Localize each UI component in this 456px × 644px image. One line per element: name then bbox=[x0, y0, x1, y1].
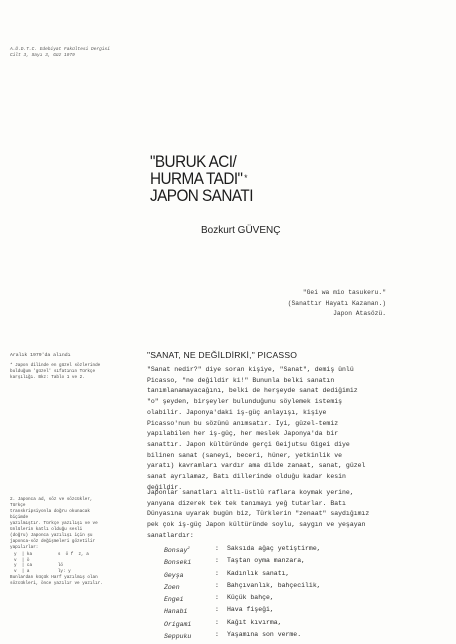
body-line: tanımlanamayacağını, belki de herşeyde sanat dediğimiz bbox=[147, 387, 358, 395]
paragraph-1 bbox=[147, 365, 442, 493]
footnote-2 bbox=[10, 497, 106, 587]
footnote-2-line: yapılırlar: bbox=[10, 545, 39, 550]
transcription-row: y | ca lö bbox=[14, 563, 63, 568]
journal-header bbox=[10, 47, 110, 59]
term-definition: Taştan oyma manzara, bbox=[227, 557, 306, 565]
term-name: Bonsay$^2$ bbox=[164, 547, 190, 555]
term-name: Seppuku bbox=[164, 633, 192, 641]
transcription-row: v | ö bbox=[14, 557, 58, 563]
term-definition: Küçük bahçe, bbox=[227, 594, 274, 602]
paragraph-2 bbox=[147, 488, 442, 542]
received-date: Aralık 1979'da alındı bbox=[10, 353, 71, 358]
journal-name: A.Ü.D.T.C. Edebiyat Fakültesi Dergisi bbox=[10, 47, 110, 52]
footnote-2-tail: Bunlardan küçük Harf yazılmış olan sözcükleri, önce yazılır ve yazılır. bbox=[10, 575, 103, 586]
term-name: Origami bbox=[164, 620, 192, 628]
body-line: pek çok iş-güç Japon kültüründe soylu, saygın ve yeşayan bbox=[147, 521, 366, 529]
body-line: değildir. bbox=[147, 483, 183, 491]
body-line: Dünyasına uyarak bugün biz, Türklerin "zenaat" saydığımız bbox=[147, 510, 370, 518]
footnote-2-line: yazılmıştır. Türkçe yazılışı ve ve bbox=[10, 521, 98, 526]
title-line-1: "BURUK ACI/ bbox=[150, 152, 237, 171]
author-name: Bozkurt GÜVENÇ bbox=[201, 225, 281, 236]
term-name: Geyşa bbox=[164, 571, 184, 579]
term-definition: Hava fişeği, bbox=[227, 606, 274, 614]
term-name: Hanabi bbox=[164, 608, 188, 616]
epigraph-translation: (Sanattır Hayatı Kazanan.) bbox=[287, 299, 386, 307]
title-line-3: JAPON SANATI bbox=[150, 186, 253, 205]
body-line: yanyana dizerek tek tek tanımayı yeğ tutarlar. Batı bbox=[147, 499, 346, 507]
body-line: Japonlar sanatları altlı-üstlü raflara koymak yerine, bbox=[147, 489, 354, 496]
body-line: sanatlardır: bbox=[147, 531, 194, 539]
epigraph bbox=[288, 288, 386, 320]
body-line: "Sanat nedir?" diye soran kişiye, "Sanat", demiş ünlü bbox=[147, 366, 354, 373]
body-line: sanattır. Japon kültüründe gerçi Geijutsu Gigei diye bbox=[147, 440, 350, 448]
term-definition: Yaşamına son verme. bbox=[227, 631, 302, 639]
footnote-2-line: 2. Japonca ad, söz ve sözcükler, Türkçe bbox=[10, 497, 93, 508]
journal-issue: Cilt 3, Sayı 3, Güz 1979 bbox=[10, 53, 75, 58]
article-title bbox=[150, 153, 321, 204]
title-footnote-mark: * bbox=[244, 173, 247, 183]
transcription-row: v | a ly: y bbox=[14, 568, 71, 574]
term-name: Bonseki bbox=[164, 559, 192, 567]
term-name: Engei bbox=[164, 596, 184, 604]
footnote-2-line: ünlülerin katlı olduğu sesli bbox=[10, 527, 83, 532]
footnote-2-line: transkripsiyonla doğru okunacak biçimde bbox=[10, 509, 90, 520]
section-heading: "SANAT, NE DEĞİLDİRKİ," PICASSO bbox=[147, 350, 298, 360]
body-line: yaratı) kavramları vardır ama dilde zanaat, sanat, güzel bbox=[147, 462, 366, 470]
term-name: Zoen bbox=[164, 584, 180, 592]
body-line: olabilir. Japonya'daki iş-güç anlayışı, kişiye bbox=[147, 408, 327, 416]
body-line: bilinen sanat (saneyi, beceri, hüner, yetkinlik ve bbox=[147, 451, 343, 459]
epigraph-quote: "Gei wa mio tasukeru." bbox=[302, 289, 386, 296]
footnote-2-line: japonca-söz değişmeleri gözetilir bbox=[10, 539, 96, 544]
body-line: "o" şeyden, birşeyler bulunduğunu söylemek istemiş bbox=[147, 398, 343, 406]
body-line: Picasso, "ne değildir ki!" Bununla belki sanatın bbox=[147, 376, 335, 384]
footnote-2-line: (doğru) Japonca yazılışı için şu bbox=[10, 533, 93, 538]
epigraph-source: Japon Atasözü. bbox=[333, 310, 386, 317]
title-line-2: HURMA TADI" * bbox=[150, 169, 247, 188]
term-definition: Kadınlık sanatı, bbox=[227, 569, 290, 577]
term-definition: Bahçıvanlık, bahçecilik, bbox=[227, 581, 321, 589]
transcription-table bbox=[14, 552, 106, 574]
term-definition: Kağıt kıvırma, bbox=[227, 618, 282, 626]
body-line: yapılabilen her iş-güç, her meslek Japonya'da bir bbox=[147, 430, 339, 438]
body-line: sanat ayrılamaz, Batı dillerinde olduğu kadar kesin bbox=[147, 473, 346, 481]
body-line: Picasso'nun bu sözünü anımsatır. İyi, güzel-temiz bbox=[147, 419, 339, 427]
term-definition: Saksıda ağaç yetiştirme, bbox=[227, 545, 321, 552]
footnote-1: * Japon dilinde en güzel sözlerinde bulduğum 'güzel' sıfatının Türkçe karşılığı. Bkz: Tablo 1 ve 2. bbox=[10, 363, 101, 380]
transcription-row: y | ka s ö f z, a bbox=[14, 552, 89, 557]
